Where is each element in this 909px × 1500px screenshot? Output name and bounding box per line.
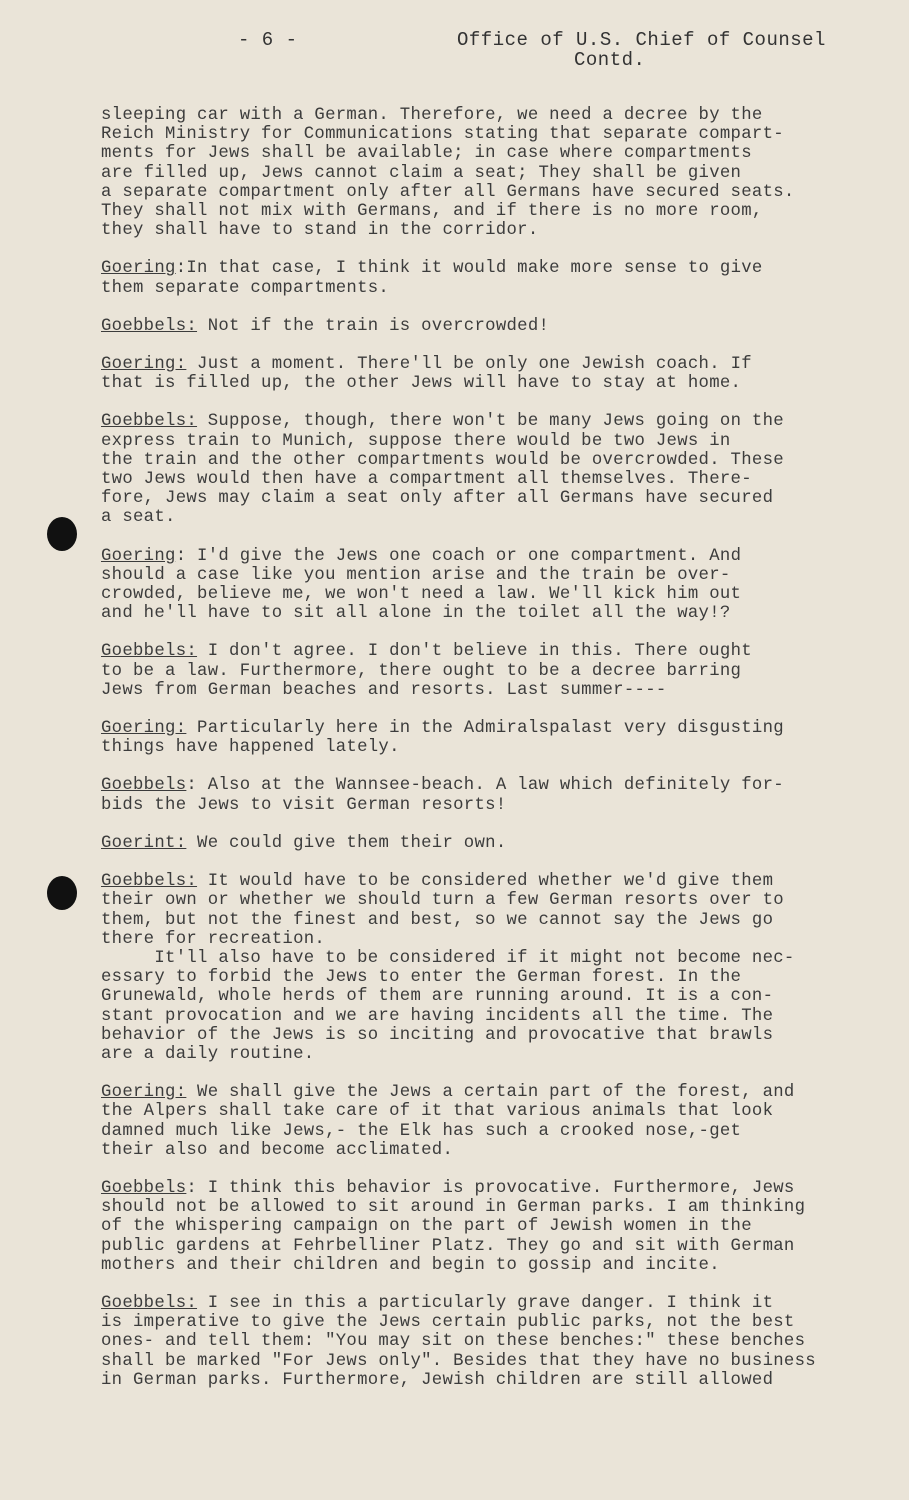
paragraph bbox=[101, 547, 881, 624]
paragraph bbox=[101, 1083, 881, 1160]
punch-hole bbox=[47, 876, 77, 910]
paragraph-text: I think this behavior is provocative. Furthermore, Jews should not be allowed to sit around in German parks. I am thinking of the whispering campaign on the part of Jewish women in the public gardens at Fehrbelliner Platz. They go and sit with German mothers and their children and begin to gossip and incite. bbox=[101, 1178, 806, 1275]
paragraph-text: I'd give the Jews one coach or one compartment. And should a case like you mention arise and the train be over- crowded, believe me, we won't need a law. We'll kick him out and he'll have to sit all alone in the toilet all the way!? bbox=[101, 546, 742, 624]
paragraph bbox=[101, 106, 881, 240]
paragraph bbox=[101, 719, 881, 757]
transcript-body bbox=[101, 106, 881, 1409]
paragraph-text: Just a moment. There'll be only one Jewish coach. If that is filled up, the other Jews will have to stay at home. bbox=[101, 355, 752, 394]
speaker-name: Goebbels bbox=[101, 776, 187, 796]
speaker-separator: : bbox=[175, 259, 187, 279]
paragraph bbox=[101, 1294, 881, 1390]
speaker-name: Goebbels: bbox=[101, 642, 198, 662]
paragraph-text: Not if the train is overcrowded! bbox=[207, 316, 550, 336]
speaker-separator: : bbox=[175, 546, 198, 566]
paragraph bbox=[101, 872, 881, 1064]
contd-header: Contd. bbox=[574, 49, 646, 71]
paragraph-text: I see in this a particularly grave danger. I think it is imperative to give the Jews certain public parks, not the best ones- and tell them: "You may sit on these benches:" these benches shall be marked "For Jews only". Besides that they have no business in German parks. Furthermore, Jewish children are still allowed bbox=[101, 1293, 816, 1390]
speaker-name: Goebbels: bbox=[101, 872, 198, 892]
paragraph bbox=[101, 317, 881, 336]
paragraph-text: We could give them their own. bbox=[197, 833, 507, 853]
office-header: Office of U.S. Chief of Counsel bbox=[457, 29, 826, 51]
paragraph-text: I don't agree. I don't believe in this. There ought to be a law. Furthermore, there ought to be a decree barring Jews from German beaches and resorts. Last summer---- bbox=[101, 642, 752, 700]
speaker-separator bbox=[186, 834, 197, 853]
speaker-name: Goering bbox=[101, 546, 176, 566]
speaker-separator bbox=[197, 1294, 208, 1313]
paragraph-text: It would have to be considered whether we'd give them their own or whether we should turn a few German resorts over to them, but not the finest and best, so we cannot say the Jews go there for recreation. It'll also have to be considered if it might not become nec- essary to forbid the Jews to enter the German forest. In the Grunewald, whole herds of them are running around. It is a con- stant provocation and we are having incidents all the time. The behavior of the Jews is so inciting and provocative that brawls are a daily routine. bbox=[101, 872, 795, 1064]
speaker-separator bbox=[197, 317, 208, 336]
paragraph bbox=[101, 834, 881, 853]
speaker-name: Goering: bbox=[101, 355, 187, 375]
paragraph bbox=[101, 642, 881, 700]
paragraph bbox=[101, 355, 881, 393]
paragraph-text: Suppose, though, there won't be many Jews going on the express train to Munich, suppose there would be two Jews in the train and the other compartments would be overcrowded. These two Jews would then have a compartment all themselves. There- fore, Jews may claim a seat only after all Germans have secured a seat. bbox=[101, 412, 784, 528]
paragraph-text: We shall give the Jews a certain part of the forest, and the Alpers shall take care of it that various animals that look damned much like Jews,- the Elk has such a crooked nose,-get their also and become acclimated. bbox=[101, 1083, 795, 1160]
speaker-separator bbox=[186, 1083, 197, 1102]
speaker-name: Goering bbox=[101, 259, 176, 279]
paragraph bbox=[101, 259, 881, 297]
page-number: - 6 - bbox=[238, 29, 298, 51]
speaker-separator bbox=[197, 412, 208, 431]
punch-hole bbox=[47, 517, 77, 551]
paragraph-text: Particularly here in the Admiralspalast very disgusting things have happened lately. bbox=[101, 719, 784, 758]
speaker-separator bbox=[197, 872, 208, 891]
speaker-name: Goering: bbox=[101, 719, 187, 739]
paragraph bbox=[101, 1179, 881, 1275]
paragraph bbox=[101, 412, 881, 527]
speaker-separator: : bbox=[186, 776, 208, 796]
paragraph-text: Also at the Wannsee-beach. A law which definitely for- bids the Jews to visit German resorts! bbox=[101, 776, 784, 815]
speaker-name: Goebbels: bbox=[101, 316, 198, 336]
paragraph bbox=[101, 776, 881, 814]
speaker-separator bbox=[197, 642, 208, 661]
speaker-name: Goebbels: bbox=[101, 412, 198, 432]
speaker-name: Goerint: bbox=[101, 833, 187, 853]
speaker-name: Goering: bbox=[101, 1083, 187, 1103]
speaker-separator bbox=[186, 355, 197, 374]
speaker-name: Goebbels bbox=[101, 1178, 187, 1198]
paragraph-text: sleeping car with a German. Therefore, we need a decree by the Reich Ministry for Communications stating that separate compart- ments for Jews shall be available; in case where compartments are filled up, Jews cannot claim a seat; They shall be given a separate compartment only after all Germans have secured seats. They shall not mix with Germans, and if there is no more room, they shall have to stand in the corridor. bbox=[101, 106, 795, 241]
speaker-separator bbox=[186, 719, 197, 738]
paragraph-text: In that case, I think it would make more sense to give them separate compartments. bbox=[101, 259, 763, 298]
speaker-name: Goebbels: bbox=[101, 1293, 198, 1313]
speaker-separator: : bbox=[186, 1178, 208, 1198]
